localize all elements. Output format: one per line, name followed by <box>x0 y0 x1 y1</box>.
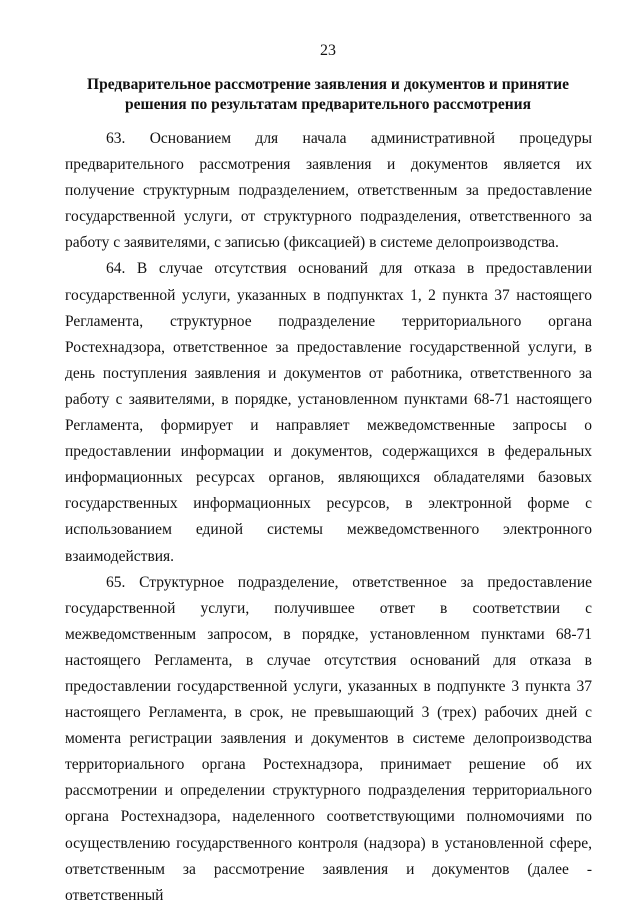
page-number: 23 <box>320 42 336 59</box>
document-body <box>65 126 592 909</box>
paragraph-64: 64. В случае отсутствия оснований для отказа в предоставлении государственной услуги, указанных в подпунктах 1, 2 пункта 37 настоящего Регламента, структурное подразделение территориального органа Ростехнадзора, ответственное за предоставление государственной услуги, в день поступления заявления и документов от работника, ответственного за работу с заявителями, в порядке, установленном пунктами 68-71 настоящего Регламента, формирует и направляет межведомственные запросы о предоставлении информации и документов, содержащихся в федеральных информационных ресурсах органов, являющихся обладателями базовых государственных информационных ресурсов, в электронной форме с использованием единой системы межведомственного электронного взаимодействия. <box>65 260 592 565</box>
paragraph-63: 63. Основанием для начала административной процедуры предварительного рассмотрения заявления и документов является их получение структурным подразделением, ответственным за предоставление государственной услуги, от структурного подразделения, ответственного за работу с заявителями, с записью (фиксацией) в системе делопроизводства. <box>65 130 592 252</box>
section-heading: Предварительное рассмотрение заявления и документов и принятие решения по результатам предварительного рассмотрения <box>87 76 569 113</box>
paragraph-65: 65. Структурное подразделение, ответственное за предоставление государственной услуги, получившее ответ в соответствии с межведомственным запросом, в порядке, установленном пунктами 68-71 настоящего Регламента, в случае отсутствия оснований для отказа в предоставлении государственной услуги, указанных в подпункте 3 пункта 37 настоящего Регламента, в срок, не превышающий 3 (трех) рабочих дней с момента регистрации заявления и документов в системе делопроизводства территориального органа Ростехнадзора, принимает решение об их рассмотрении и определении структурного подразделения территориального органа Ростехнадзора, наделенного соответствующими полномочиями по осуществлению государственного контроля (надзора) в установленной сфере, ответственным за рассмотрение заявления и документов (далее - ответственный <box>65 573 592 904</box>
